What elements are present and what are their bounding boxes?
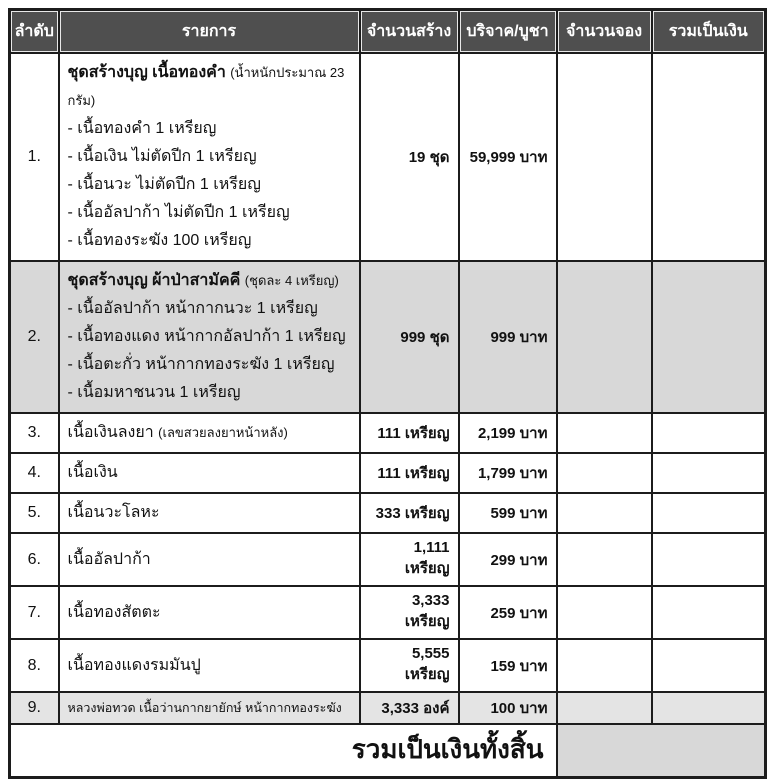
row-number-cell: 4. — [10, 453, 59, 493]
row-number-cell: 8. — [10, 639, 59, 692]
column-header-quantity-reserved: จำนวนจอง — [557, 10, 652, 54]
item-title-note: (น้ำหนักประมาณ 23 กรัม) — [67, 65, 345, 108]
item-name: เนื้ออัลปาก้า — [67, 550, 151, 568]
table-row — [10, 413, 766, 453]
donation-price-cell: 999 บาท — [459, 261, 557, 413]
row-total-amount-cell — [652, 53, 766, 261]
row-total-amount-cell — [652, 533, 766, 586]
item-title-line — [68, 59, 351, 115]
quantity-made-cell: 333 เหรียญ — [360, 493, 459, 533]
quantity-made-cell: 111 เหรียญ — [360, 413, 459, 453]
row-number-cell: 7. — [10, 586, 59, 639]
column-header-total-amount: รวมเป็นเงิน — [652, 10, 766, 54]
donation-price-cell: 299 บาท — [459, 533, 557, 586]
donation-price-cell: 259 บาท — [459, 586, 557, 639]
item-name: เนื้อนวะโลหะ — [67, 504, 160, 521]
item-description-cell — [59, 493, 360, 533]
item-title: ชุดสร้างบุญ ผ้าป่าสามัคคี — [67, 272, 241, 289]
item-description-cell — [59, 692, 360, 724]
row-total-amount-cell — [652, 453, 766, 493]
quantity-reserved-cell — [557, 692, 652, 724]
row-number-cell: 1. — [10, 53, 59, 261]
quantity-reserved-cell — [557, 586, 652, 639]
donation-price-cell: 599 บาท — [459, 493, 557, 533]
item-sub-line: - เนื้อทองแดง หน้ากากอัลปาก้า 1 เหรียญ — [67, 328, 346, 345]
table-row — [10, 493, 766, 533]
column-header-no: ลำดับ — [10, 10, 59, 54]
row-number-cell: 6. — [10, 533, 59, 586]
grand-total-label: รวมเป็นเงินทั้งสิ้น — [10, 724, 557, 778]
item-name: เนื้อทองแดงรมมันปู — [67, 656, 201, 674]
item-name: เนื้อเงิน — [67, 464, 118, 481]
row-number-cell: 2. — [10, 261, 59, 413]
item-name: หลวงพ่อทวด เนื้อว่านกากยายักษ์ หน้ากากทองระฆัง — [67, 701, 342, 715]
grand-total-row — [10, 724, 766, 778]
quantity-made-cell: 111 เหรียญ — [360, 453, 459, 493]
donation-price-cell: 159 บาท — [459, 639, 557, 692]
quantity-made-cell: 19 ชุด — [360, 53, 459, 261]
item-description-cell — [59, 453, 360, 493]
column-header-item: รายการ — [59, 10, 360, 54]
amulet-order-table — [8, 8, 767, 779]
table-row — [10, 586, 766, 639]
quantity-made-cell: 5,555 เหรียญ — [360, 639, 459, 692]
item-sub-line: - เนื้ออัลปาก้า ไม่ตัดปีก 1 เหรียญ — [67, 204, 290, 221]
quantity-reserved-cell — [557, 493, 652, 533]
item-title-line — [68, 267, 351, 295]
item-description-cell — [59, 586, 360, 639]
table-header — [10, 10, 766, 54]
row-total-amount-cell — [652, 493, 766, 533]
header-row — [10, 10, 766, 54]
row-total-amount-cell — [652, 261, 766, 413]
row-number-cell: 9. — [10, 692, 59, 724]
item-sub-line: - เนื้อมหาชนวน 1 เหรียญ — [67, 384, 241, 401]
column-header-quantity-made: จำนวนสร้าง — [360, 10, 459, 54]
item-description-cell — [59, 533, 360, 586]
table-row — [10, 261, 766, 413]
column-header-donation-price: บริจาค/บูชา — [459, 10, 557, 54]
table-footer — [10, 724, 766, 778]
item-sub-line: - เนื้อเงิน ไม่ตัดปีก 1 เหรียญ — [67, 148, 257, 165]
item-description-cell — [59, 413, 360, 453]
item-sub-line: - เนื้อนวะ ไม่ตัดปีก 1 เหรียญ — [67, 176, 261, 193]
donation-price-cell: 1,799 บาท — [459, 453, 557, 493]
grand-total-amount-cell — [557, 724, 766, 778]
table-row — [10, 692, 766, 724]
quantity-reserved-cell — [557, 413, 652, 453]
row-total-amount-cell — [652, 692, 766, 724]
table-body — [10, 53, 766, 724]
quantity-made-cell: 3,333 เหรียญ — [360, 586, 459, 639]
item-name: เนื้อทองสัตตะ — [67, 603, 161, 621]
row-total-amount-cell — [652, 586, 766, 639]
row-total-amount-cell — [652, 413, 766, 453]
quantity-reserved-cell — [557, 453, 652, 493]
quantity-made-cell: 3,333 องค์ — [360, 692, 459, 724]
donation-price-cell: 59,999 บาท — [459, 53, 557, 261]
item-title-note: (ชุดละ 4 เหรียญ) — [244, 273, 339, 288]
item-description-cell — [59, 261, 360, 413]
quantity-reserved-cell — [557, 261, 652, 413]
row-number-cell: 3. — [10, 413, 59, 453]
item-sub-line: - เนื้อทองคำ 1 เหรียญ — [67, 120, 217, 137]
quantity-made-cell: 999 ชุด — [360, 261, 459, 413]
item-sub-line: - เนื้อทองระฆัง 100 เหรียญ — [67, 232, 252, 249]
quantity-reserved-cell — [557, 53, 652, 261]
donation-price-cell: 2,199 บาท — [459, 413, 557, 453]
table-row — [10, 533, 766, 586]
item-name-note: (เลขสวยลงยาหน้าหลัง) — [158, 425, 288, 440]
item-sub-line: - เนื้ออัลปาก้า หน้ากากนวะ 1 เหรียญ — [67, 300, 318, 317]
item-title: ชุดสร้างบุญ เนื้อทองคำ — [67, 64, 226, 81]
quantity-made-cell: 1,111 เหรียญ — [360, 533, 459, 586]
row-number-cell: 5. — [10, 493, 59, 533]
donation-price-cell: 100 บาท — [459, 692, 557, 724]
table-row — [10, 53, 766, 261]
item-name: เนื้อเงินลงยา — [67, 424, 154, 441]
quantity-reserved-cell — [557, 533, 652, 586]
table-row — [10, 453, 766, 493]
item-sub-line: - เนื้อตะกั่ว หน้ากากทองระฆัง 1 เหรียญ — [67, 356, 335, 373]
item-description-cell — [59, 53, 360, 261]
